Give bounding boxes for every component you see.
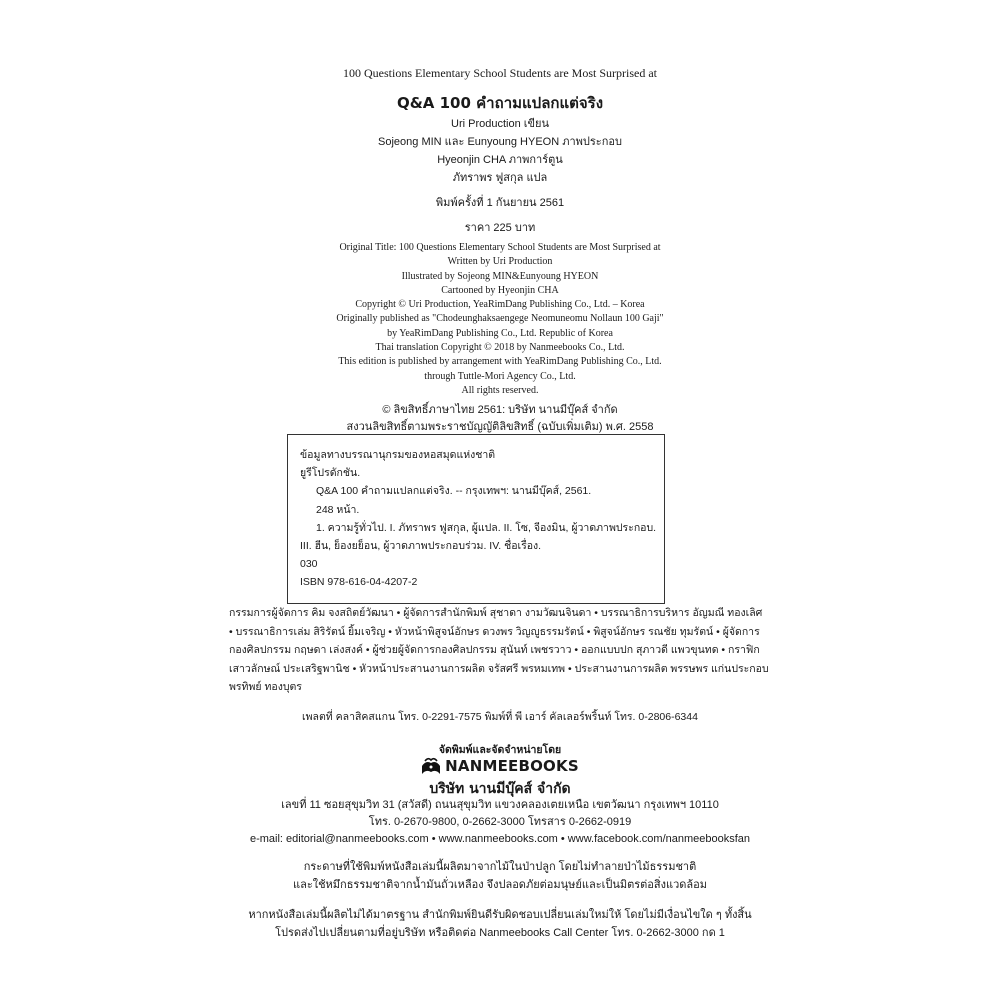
staff-line: • บรรณาธิการเล่ม สิริรัตน์ ยิ้มเจริญ • หัวหน้าพิสูจน์อักษร ดวงพร วิญญูธรรมรัตน์ • พิสูจน์อักษร รณชัย ทุมรัตน์ • ผู้จัดการ xyxy=(229,625,760,638)
orig-line: Illustrated by Sojeong MIN&Eunyoung HYEON xyxy=(401,270,599,282)
cip-data-box xyxy=(287,434,665,604)
nanmeebooks-logo-icon xyxy=(421,757,441,775)
credit-illustrator: Sojeong MIN และ Eunyoung HYEON ภาพประกอบ xyxy=(378,136,622,148)
cip-pages: 248 หน้า. xyxy=(316,503,360,516)
thai-copyright xyxy=(0,402,1000,436)
credit-translator: ภัทราพร ฟูสกุล แปล xyxy=(452,172,548,184)
price: ราคา 225 บาท xyxy=(464,222,536,234)
distributed-by-label: จัดพิมพ์และจัดจำหน่ายโดย xyxy=(438,744,562,756)
orig-line: Copyright © Uri Production, YeaRimDang Publishing Co., Ltd. – Korea xyxy=(355,299,645,311)
paper-note-line: กระดาษที่ใช้พิมพ์หนังสือเล่มนี้ผลิตมาจากไม้ในป่าปลูก โดยไม่ทำลายป่าไม้ธรรมชาติ xyxy=(303,861,697,873)
orig-line: Originally published as "Chodeunghaksaengege Neomuneomu Nollaun 100 Gaji" xyxy=(336,313,664,325)
english-title: 100 Questions Elementary School Students are Most Surprised at xyxy=(343,66,657,80)
orig-line: This edition is published by arrangement with YeaRimDang Publishing Co., Ltd. xyxy=(338,356,662,368)
paper-note xyxy=(0,858,1000,894)
staff-line: กองศิลปกรรม กฤษดา เล่งสงค์ • ผู้ช่วยผู้จัดการกองศิลปกรรม สุนันท์ เพชรวาว • ออกแบบปก สุภาวดี แพวขุนทด • กราฟิก xyxy=(229,644,760,657)
thai-copyright-line: © ลิขสิทธิ์ภาษาไทย 2561: บริษัท นานมีบุ๊คส์ จำกัด xyxy=(382,404,618,416)
publisher-phone: โทร. 0-2670-9800, 0-2662-3000 โทรสาร 0-2662-0919 xyxy=(368,816,632,828)
staff-line: เสาวลักษณ์ ประเสริฐพานิช • หัวหน้าประสานงานการผลิต จรัสศรี พรหมเทพ • ประสานงานการผลิต พรรษพร แก่นประกอบ xyxy=(229,662,769,675)
cip-class-number: 030 xyxy=(300,558,318,571)
guarantee-note xyxy=(0,906,1000,942)
orig-line: Written by Uri Production xyxy=(447,256,553,268)
publisher-logo xyxy=(0,757,1000,775)
cip-subjects-cont: III. ฮีน, ย็องยย็อน, ผู้วาดภาพประกอบร่วม. IV. ชื่อเรื่อง. xyxy=(300,539,542,552)
credits-block xyxy=(0,115,1000,187)
cip-heading: ข้อมูลทางบรรณานุกรมของหอสมุดแห่งชาติ xyxy=(300,449,496,461)
orig-line: Cartooned by Hyeonjin CHA xyxy=(441,284,559,296)
orig-line: All rights reserved. xyxy=(461,384,539,396)
publisher-address: เลขที่ 11 ซอยสุขุมวิท 31 (สวัสดี) ถนนสุขุมวิท แขวงคลองเตยเหนือ เขตวัฒนา กรุงเทพฯ 10110 xyxy=(281,799,719,811)
publisher-company: บริษัท นานมีบุ๊คส์ จำกัด xyxy=(429,781,571,797)
cip-author: ยูรีโปรดักชัน. xyxy=(300,467,361,480)
guarantee-line: โปรดส่งไปเปลี่ยนตามที่อยู่บริษัท หรือติดต่อ Nanmeebooks Call Center โทร. 0-2662-3000 กด 1 xyxy=(275,927,725,939)
staff-line: พรทิพย์ ทองบุตร xyxy=(229,681,302,694)
credit-cartoonist: Hyeonjin CHA ภาพการ์ตูน xyxy=(437,154,563,166)
orig-line: through Tuttle-Mori Agency Co., Ltd. xyxy=(424,370,576,382)
publisher-logo-text: NANMEEBOOKS xyxy=(445,757,579,775)
orig-line: by YeaRimDang Publishing Co., Ltd. Republic of Korea xyxy=(387,327,613,339)
paper-note-line: และใช้หมึกธรรมชาติจากน้ำมันถั่วเหลือง จึงปลอดภัยต่อมนุษย์และเป็นมิตรต่อสิ่งแวดล้อม xyxy=(292,879,708,891)
staff-line: กรรมการผู้จัดการ คิม จงสถิตย์วัฒนา • ผู้จัดการสำนักพิมพ์ สุชาดา งามวัฒนจินดา • บรรณาธิการบริหาร อัญมณี ทองเลิศ xyxy=(229,607,763,619)
print-edition: พิมพ์ครั้งที่ 1 กันยายน 2561 xyxy=(435,197,565,209)
orig-line: Thai translation Copyright © 2018 by Nanmeebooks Co., Ltd. xyxy=(375,342,625,354)
cip-title: Q&A 100 คำถามแปลกแต่จริง. -- กรุงเทพฯ: นานมีบุ๊คส์, 2561. xyxy=(316,485,592,498)
original-title-info xyxy=(0,241,1000,398)
cip-subjects: 1. ความรู้ทั่วไป. I. ภัทราพร ฟูสกุล, ผู้แปล. II. โซ, จีองมิน, ผู้วาดภาพประกอบ. xyxy=(316,521,657,534)
guarantee-line: หากหนังสือเล่มนี้ผลิตไม่ได้มาตรฐาน สำนักพิมพ์ยินดีรับผิดชอบเปลี่ยนเล่มใหม่ให้ โดยไม่มีเงื่อนไขใด ๆ ทั้งสิ้น xyxy=(248,909,752,921)
thai-title: Q&A 100 คำถามแปลกแต่จริง xyxy=(396,94,604,112)
thai-copyright-law: สงวนลิขสิทธิ์ตามพระราชบัญญัติลิขสิทธิ์ (ฉบับเพิ่มเติม) พ.ศ. 2558 xyxy=(346,421,654,433)
credit-writer: Uri Production เขียน xyxy=(451,118,549,130)
printing-info: เพลตที่ คลาสิคสแกน โทร. 0-2291-7575 พิมพ์ที่ พี เอาร์ คัลเลอร์พริ้นท์ โทร. 0-2806-6344 xyxy=(302,711,698,723)
staff-credits xyxy=(229,604,789,697)
cip-isbn: ISBN 978-616-04-4207-2 xyxy=(300,576,418,589)
orig-line: Original Title: 100 Questions Elementary School Students are Most Surprised at xyxy=(339,242,661,253)
publisher-address-block xyxy=(0,797,1000,831)
publisher-contacts: e-mail: editorial@nanmeebooks.com • www.nanmeebooks.com • www.facebook.com/nanmeebooksfan xyxy=(249,833,751,845)
